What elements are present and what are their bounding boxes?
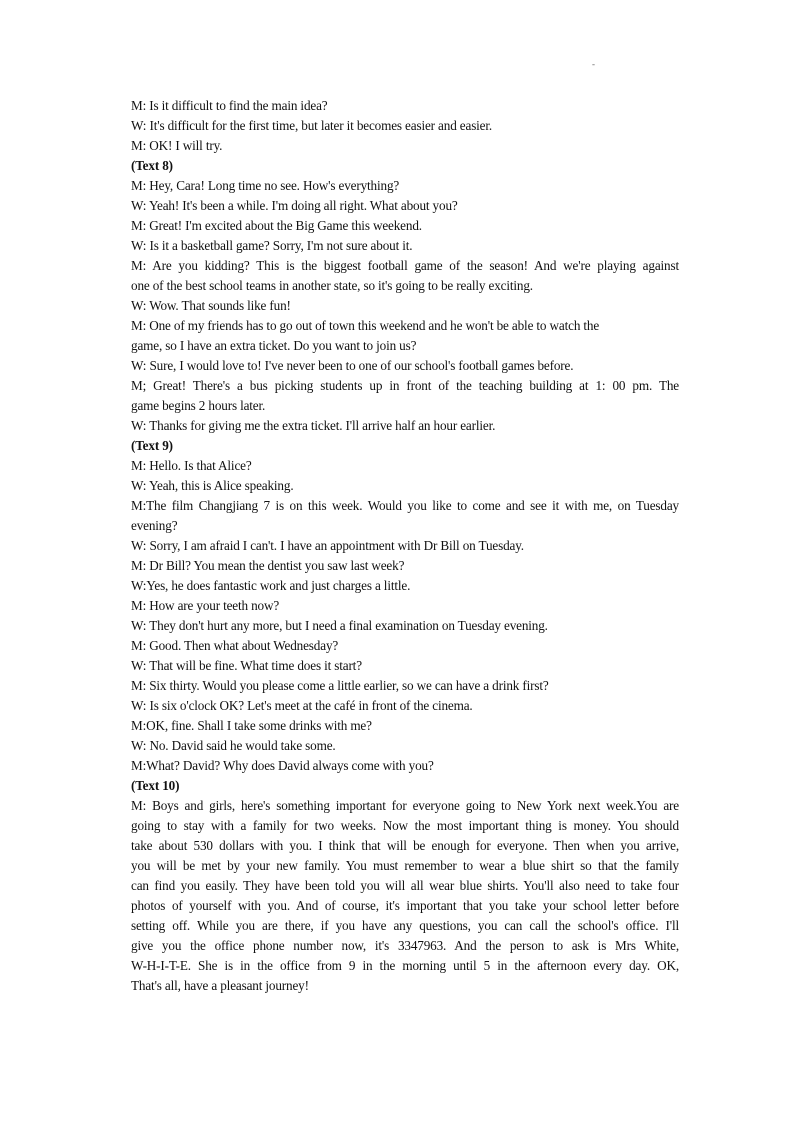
transcript-line: you will be met by your new family. You must remember to wear a blue shirt so that the family bbox=[131, 858, 679, 873]
section-heading: (Text 8) bbox=[131, 158, 173, 173]
transcript-line: M: OK! I will try. bbox=[131, 138, 223, 153]
transcript-line: M: Are you kidding? This is the biggest football game of the season! And we're playing against bbox=[131, 258, 679, 273]
transcript-line: W: Yeah! It's been a while. I'm doing all right. What about you? bbox=[131, 198, 458, 213]
transcript-line: M:OK, fine. Shall I take some drinks with me? bbox=[131, 718, 372, 733]
transcript-line: W: Wow. That sounds like fun! bbox=[131, 298, 291, 313]
transcript-line: M: How are your teeth now? bbox=[131, 598, 280, 613]
transcript-line: M: Six thirty. Would you please come a little earlier, so we can have a drink first? bbox=[131, 678, 549, 693]
transcript-line: going to stay with a family for two weeks. Now the most important thing is money. You should bbox=[131, 818, 679, 833]
transcript-line: M: Dr Bill? You mean the dentist you saw last week? bbox=[131, 558, 405, 573]
corner-mark: - bbox=[592, 59, 595, 69]
transcript-line: M:The film Changjiang 7 is on this week. Would you like to come and see it with me, on Tuesday bbox=[131, 498, 679, 513]
transcript-line: W: It's difficult for the first time, but later it becomes easier and easier. bbox=[131, 118, 493, 133]
transcript-line: M: Boys and girls, here's something important for everyone going to New York next week.You are bbox=[131, 798, 679, 813]
transcript-line: one of the best school teams in another state, so it's going to be really exciting. bbox=[131, 278, 533, 293]
transcript-line: W: Yeah, this is Alice speaking. bbox=[131, 478, 294, 493]
transcript-line: take about 530 dollars with you. I think that will be enough for everyone. Then when you arrive, bbox=[131, 838, 679, 853]
transcript-line: W: Sorry, I am afraid I can't. I have an appointment with Dr Bill on Tuesday. bbox=[131, 538, 524, 553]
transcript-line: That's all, have a pleasant journey! bbox=[131, 978, 309, 993]
transcript-line: W: No. David said he would take some. bbox=[131, 738, 336, 753]
transcript-line: W: They don't hurt any more, but I need a final examination on Tuesday evening. bbox=[131, 618, 548, 633]
transcript-line: evening? bbox=[131, 518, 178, 533]
transcript-line: M:What? David? Why does David always come with you? bbox=[131, 758, 434, 773]
transcript-line: W: Is six o'clock OK? Let's meet at the café in front of the cinema. bbox=[131, 698, 473, 713]
transcript-line: M: Is it difficult to find the main idea? bbox=[131, 98, 328, 113]
transcript-line: M: Good. Then what about Wednesday? bbox=[131, 638, 339, 653]
transcript-line: W: Thanks for giving me the extra ticket. I'll arrive half an hour earlier. bbox=[131, 418, 496, 433]
transcript-line: M; Great! There's a bus picking students up in front of the teaching building at 1: 00 pm. The bbox=[131, 378, 679, 393]
transcript-line: W: Is it a basketball game? Sorry, I'm not sure about it. bbox=[131, 238, 413, 253]
transcript-line: setting off. While you are there, if you have any questions, you can call the school's office. I'll bbox=[131, 918, 679, 933]
transcript-line: game begins 2 hours later. bbox=[131, 398, 266, 413]
transcript-line: M: Great! I'm excited about the Big Game this weekend. bbox=[131, 218, 422, 233]
transcript-line: M: Hey, Cara! Long time no see. How's everything? bbox=[131, 178, 400, 193]
transcript-line: photos of yourself with you. And of course, it's important that you take your school letter before bbox=[131, 898, 679, 913]
transcript-line: can find you easily. They have been told you will all wear blue shirts. You'll also need to take four bbox=[131, 878, 679, 893]
section-heading: (Text 9) bbox=[131, 438, 173, 453]
transcript-line: W: Sure, I would love to! I've never been to one of our school's football games before. bbox=[131, 358, 574, 373]
transcript-line: M: One of my friends has to go out of town this weekend and he won't be able to watch the bbox=[131, 318, 600, 333]
transcript-line: W:Yes, he does fantastic work and just charges a little. bbox=[131, 578, 411, 593]
section-heading: (Text 10) bbox=[131, 778, 180, 793]
transcript-line: W: That will be fine. What time does it start? bbox=[131, 658, 362, 673]
transcript-line: M: Hello. Is that Alice? bbox=[131, 458, 252, 473]
transcript-line: game, so I have an extra ticket. Do you want to join us? bbox=[131, 338, 417, 353]
transcript-line: W-H-I-T-E. She is in the office from 9 in the morning until 5 in the afternoon every day. OK, bbox=[131, 958, 679, 973]
transcript-text bbox=[131, 96, 679, 996]
transcript-line: give you the office phone number now, it's 3347963. And the person to ask is Mrs White, bbox=[131, 938, 679, 953]
